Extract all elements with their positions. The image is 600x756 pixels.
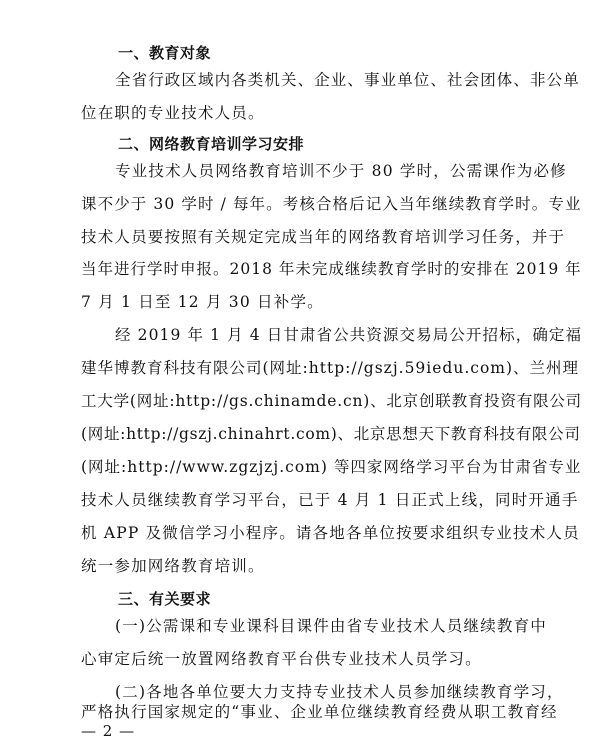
paragraph-line: (网址:http://gszj.chinahrt.com)、北京思想天下教育科技有限公司	[81, 425, 581, 443]
paragraph-line: 建华博教育科技有限公司(网址:http://gszj.59iedu.com)、兰州理	[81, 359, 580, 377]
paragraph-line: 全省行政区域内各类机关、企业、事业单位、社会团体、非公单	[115, 71, 580, 89]
paragraph-line: 心审定后统一放置网络教育平台供专业技术人员学习。	[81, 650, 482, 668]
paragraph-line: 专业技术人员网络教育培训不少于 80 学时，公需课作为必修	[115, 162, 567, 180]
paragraph-line: (网址:http://www.zgzjzj.com) 等四家网络学习平台为甘肃省专业	[81, 458, 582, 476]
paragraph-line: (一)公需课和专业课科目课件由省专业技术人员继续教育中	[115, 617, 547, 635]
paragraph-line: (二)各地各单位要大力支持专业技术人员参加继续教育学习，	[115, 683, 564, 701]
paragraph-line: 工大学(网址:http://gs.chinamde.cn)、北京创联教育投资有限公司	[81, 392, 582, 410]
section-heading-3: 三、有关要求	[118, 590, 212, 608]
paragraph-line: 经 2019 年 1 月 4 日甘肃省公共资源交易局公开招标，确定福	[115, 326, 583, 344]
page-number: — 2 —	[81, 722, 136, 740]
section-heading-1: 一、教育对象	[118, 44, 212, 62]
paragraph-line: 课不少于 30 学时 / 每年。考核合格后记入当年继续教育学时。专业	[81, 195, 582, 213]
paragraph-line: 技术人员继续教育学习平台，已于 4 月 1 日正式上线，同时开通手	[81, 491, 579, 509]
paragraph-line: 统一参加网络教育培训。	[81, 557, 265, 575]
paragraph-line: 位在职的专业技术人员。	[81, 104, 265, 122]
paragraph-line: 严格执行国家规定的“事业、企业单位继续教育经费从职工教育经	[81, 703, 558, 721]
section-heading-2: 二、网络教育培训学习安排	[118, 135, 305, 153]
paragraph-line: 技术人员要按照有关规定完成当年的网络教育培训学习任务，并于	[81, 228, 566, 246]
paragraph-line: 当年进行学时申报。2018 年未完成继续教育学时的安排在 2019 年	[81, 260, 582, 278]
paragraph-line: 7 月 1 日至 12 月 30 日补学。	[81, 293, 324, 311]
paragraph-line: 机 APP 及微信学习小程序。请各地各单位按要求组织专业技术人员	[81, 524, 580, 542]
